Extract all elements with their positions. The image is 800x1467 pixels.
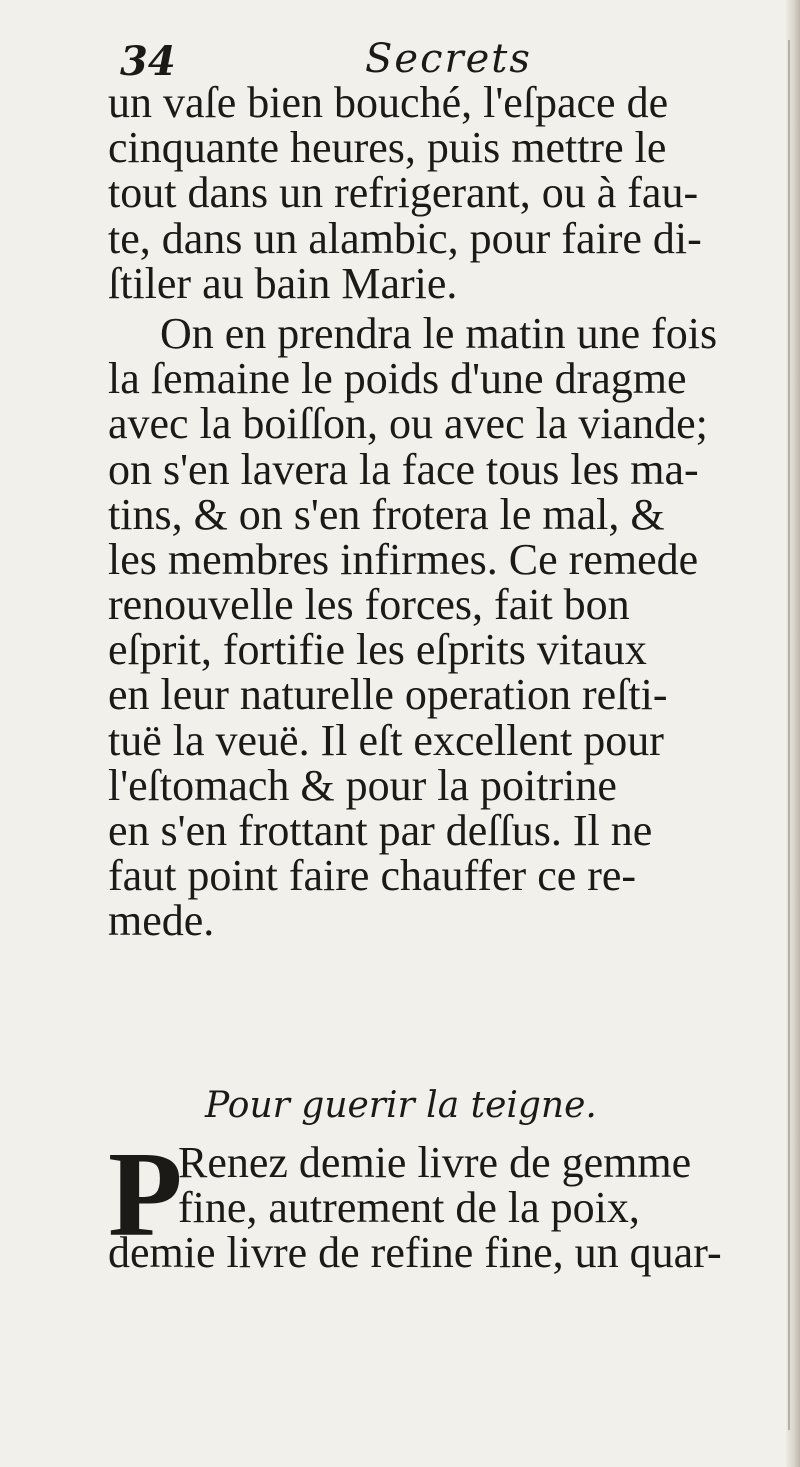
paragraph-start-line: On en prendra le matin une fois (160, 308, 718, 358)
text-line: Renez demie livre de gemme (178, 1138, 692, 1187)
text-line: avec la boiſſon, ou avec la viande; (108, 399, 708, 449)
text-line: on s'en lavera la face tous les ma- (108, 444, 699, 494)
text-line: renouvelle les forces, fait bon (108, 580, 630, 630)
text-line: te, dans un alambic, pour faire di- (108, 213, 702, 263)
text-line: l'eſtomach & pour la poitrine (108, 760, 617, 810)
text-line: ſtiler au bain Marie. (108, 258, 458, 308)
text-line: cinquante heures, puis mettre le (108, 123, 667, 173)
text-line: fine, autrement de la poix, (178, 1183, 640, 1233)
page-edge (786, 0, 800, 1467)
text-line: mede. (108, 896, 215, 946)
text-line: tout dans un refrigerant, ou à fau- (108, 168, 699, 218)
text-line: en leur naturelle operation reſti- (108, 670, 668, 720)
page-edge-line (788, 40, 790, 1430)
text-line: un vaſe bien bouché, l'eſpace de (108, 78, 669, 127)
running-title: Secrets (365, 36, 532, 82)
text-line: faut point faire chauffer ce re- (108, 851, 637, 901)
text-line: eſprit, fortifie les eſprits vitaux (108, 625, 647, 675)
text-line: les membres infirmes. Ce remede (108, 534, 699, 584)
text-line: en s'en frottant par deſſus. Il ne (108, 806, 653, 855)
text-line: tuë la veuë. Il eſt excellent pour (108, 715, 664, 765)
page-number: 34 (120, 38, 176, 85)
recipe-paragraph (108, 1127, 788, 1278)
drop-cap: P (108, 1127, 183, 1262)
text-line: la ſemaine le poids d'une dragme (108, 354, 687, 404)
body-text (108, 80, 788, 944)
section-title: Pour guerir la teigne. (205, 1085, 597, 1126)
text-line: tins, & on s'en frotera le mal, & (108, 489, 665, 539)
text-line: demie livre de refine fine, un quar- (108, 1228, 722, 1278)
